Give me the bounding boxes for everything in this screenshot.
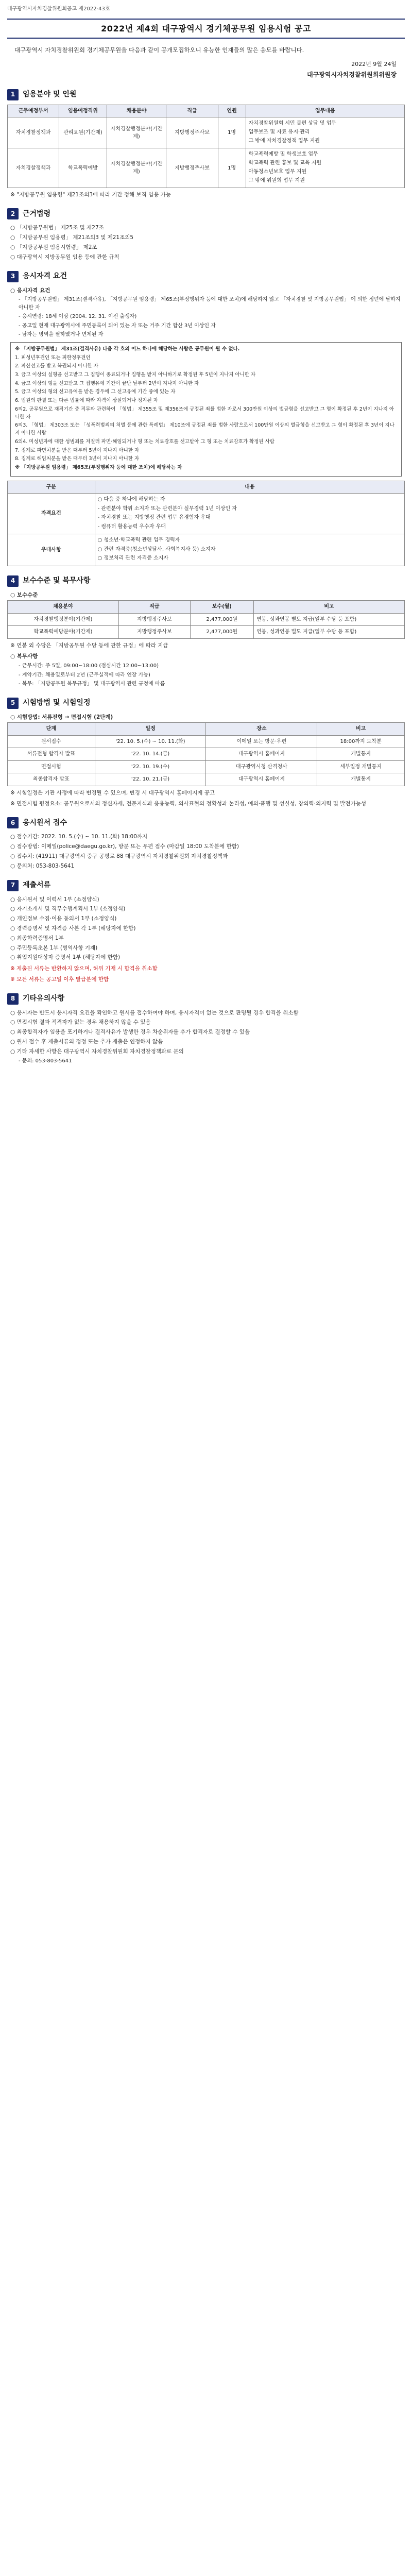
document-item: ○ 경력증명서 및 자격증 사본 각 1부 (해당자에 한함) <box>10 925 136 931</box>
table-header: 근무예정부서 <box>8 105 59 117</box>
document-item: ○ 최종학력증명서 1부 <box>10 935 64 941</box>
date-cell: '22. 10. 21.(금) <box>95 773 206 786</box>
place-cell: 이메일 또는 방문·우편 <box>206 735 317 748</box>
schedule-table <box>7 722 405 786</box>
date-cell: '22. 10. 14.(금) <box>95 748 206 761</box>
field-cell: 자치경찰행정분야(기간제) <box>107 117 166 148</box>
contact-line: - 문의: 053-803-5641 <box>19 1058 72 1064</box>
box-line: 6의2. 공무원으로 재직기간 중 직무와 관련하여 「형법」 제355조 및 제356조에 규정된 죄를 범한 자로서 300만원 이상의 벌금형을 선고받고 그 형이 확정된 후 2년이 지나지 아니한 자 <box>15 406 394 420</box>
table-row <box>8 760 405 773</box>
table-header: 비고 <box>254 601 405 614</box>
box-line: 3. 금고 이상의 실형을 선고받고 그 집행이 종료되거나 집행을 받지 아니하기로 확정된 후 5년이 지나지 아니한 자 <box>15 372 256 378</box>
table-row <box>8 748 405 761</box>
step-cell: 최종합격자 발표 <box>8 773 95 786</box>
duty-line: - 근무시간: 주 5일, 09:00~18:00 (점심시간 12:00~13:00) <box>19 663 159 669</box>
table-header-row <box>8 601 405 614</box>
disqualification-box <box>10 342 402 477</box>
date-cell: '22. 10. 5.(수) ~ 10. 11.(화) <box>95 735 206 748</box>
section-title: 보수수준 및 복무사항 <box>23 576 91 585</box>
table-header-row <box>8 723 405 736</box>
place-cell: 대구광역시청 산격청사 <box>206 760 317 773</box>
section-3-header <box>7 271 405 282</box>
application-item: ○ 접수방법: 이메일(police@daegu.go.kr), 방문 또는 우편 접수 (마감일 18:00 도착분에 한함) <box>10 843 239 850</box>
table-header: 채용분야 <box>107 105 166 117</box>
qualification-table <box>7 481 405 566</box>
subsection-heading: ○ 응시자격 요건 <box>10 287 50 294</box>
section-number: 8 <box>7 993 19 1005</box>
row-key: 우대사항 <box>8 534 95 566</box>
section-1-header <box>7 89 405 100</box>
duties-cell <box>246 148 404 188</box>
duty-item: 그 밖에 자치경찰정책 업무 지원 <box>248 138 320 144</box>
law-item: ○ 「지방공무원 임용시험령」 제2조 <box>10 244 97 250</box>
box-line: 4. 금고 이상의 형을 선고받고 그 집행유예 기간이 끝난 날부터 2년이 지나지 아니한 자 <box>15 380 199 386</box>
title-bar <box>7 19 405 39</box>
table-row <box>8 613 405 626</box>
duty-item: 업무보조 및 자료 유지·관리 <box>248 129 310 135</box>
section-title: 임용분야 및 인원 <box>23 90 77 98</box>
section-title: 근거법령 <box>23 209 51 218</box>
position-cell: 학교폭력예방 <box>59 148 107 188</box>
row-value <box>95 534 404 566</box>
table-header: 비고 <box>317 723 405 736</box>
remark-cell: 개별통지 <box>317 748 405 761</box>
page-title: 2022년 제4회 대구광역시 경기체공무원 임용시험 공고 <box>101 23 311 33</box>
section-title: 응시원서 접수 <box>23 818 67 827</box>
document-item: ○ 개인정보 수집·이용 동의서 1부 (소정양식) <box>10 916 117 922</box>
section-note: ※ 제출된 서류는 반환하지 않으며, 허위 기재 시 합격을 취소함 <box>10 965 158 972</box>
row-key: 자격요건 <box>8 494 95 534</box>
table-row <box>8 148 405 188</box>
application-item: ○ 접수기간: 2022. 10. 5.(수) ~ 10. 11.(화) 18:00까지 <box>10 834 148 840</box>
notice-item: ○ 기타 자세한 사항은 대구광역시 자치경찰위원회 자치경찰정책과로 문의 <box>10 1048 184 1055</box>
field-cell: 학교폭력예방분야(기간제) <box>8 626 119 639</box>
document-item: ○ 자기소개서 및 직무수행계획서 1부 (소정양식) <box>10 906 126 912</box>
step-cell: 서류전형 합격자 발표 <box>8 748 95 761</box>
box-line: ※ 「지방공무원 임용령」 제65조(부정행위자 등에 대한 조치)에 해당하는 자 <box>15 464 182 470</box>
box-line: 6의3. 「형법」 제303조 또는 「성폭력범죄의 처벌 등에 관한 특례법」 제10조에 규정된 죄를 범한 사람으로서 100만원 이상의 벌금형을 선고받고 그 형이 확정된 후 3년이 지나지 아니한 사람 <box>15 422 394 436</box>
step-cell: 면접시험 <box>8 760 95 773</box>
table-header: 일정 <box>95 723 206 736</box>
box-line: 6의4. 미성년자에 대한 성범죄를 저질러 파면·해임되거나 형 또는 치료감호를 선고받아 그 형 또는 치료감호가 확정된 사람 <box>15 438 274 445</box>
box-line: 6. 법원의 판결 또는 다른 법률에 따라 자격이 상실되거나 정지된 자 <box>15 398 158 404</box>
announcement-date: 2022년 9월 24일 <box>351 60 397 67</box>
duty-item: 학교폭력예방 및 학생보호 업무 <box>248 151 318 158</box>
section-note: ※ 모든 서류는 공고일 이후 발급분에 한함 <box>10 976 109 983</box>
dept-cell: 자치경찰정책과 <box>8 148 59 188</box>
section-2-header <box>7 208 405 219</box>
grade-cell: 지방행정주사보 <box>118 613 190 626</box>
section-title: 시험방법 및 시험일정 <box>23 698 91 707</box>
table-row <box>8 735 405 748</box>
application-item: ○ 문의처: 053-803-5641 <box>10 862 75 869</box>
section-5-header <box>7 698 405 709</box>
document-item: ○ 취업지원대상자 증명서 1부 (해당자에 한함) <box>10 954 121 961</box>
remark-cell: 개별통지 <box>317 773 405 786</box>
notice-item: ○ 원서 접수 후 제출서류의 정정 또는 추가 제출은 인정하지 않음 <box>10 1039 163 1045</box>
row-value <box>95 494 404 534</box>
section-note: ※ 면접시험 평정요소: 공무원으로서의 정신자세, 전문지식과 응용능력, 의사표현의 정확성과 논리성, 예의·품행 및 성실성, 창의력·의지력 및 발전가능성 <box>10 801 367 807</box>
remark-cell: 18:00까지 도착분 <box>317 735 405 748</box>
date-cell: '22. 10. 19.(수) <box>95 760 206 773</box>
table-header: 업무내용 <box>246 105 404 117</box>
duty-item: 그 밖에 위원회 업무 지원 <box>248 178 305 184</box>
section-number: 4 <box>7 575 19 587</box>
section-number: 2 <box>7 208 19 219</box>
duty-line: - 복무: 「지방공무원 복무규정」 및 대구광역시 관련 규정에 따름 <box>19 681 165 687</box>
count-cell: 1명 <box>218 148 246 188</box>
requirement-item: - 응시연령: 18세 이상 (2004. 12. 31. 이전 출생자) <box>19 314 137 320</box>
table-row <box>8 534 405 566</box>
box-line: 2. 파산선고를 받고 복권되지 아니한 자 <box>15 363 98 369</box>
table-header: 인원 <box>218 105 246 117</box>
section-4-header <box>7 575 405 587</box>
duty-item: 아동청소년보호 업무 지원 <box>248 169 307 175</box>
signoff <box>7 60 397 80</box>
duty-item: 학교폭력 관련 홍보 및 교육 지원 <box>248 160 322 166</box>
dept-cell: 자치경찰정책과 <box>8 117 59 148</box>
box-line: ※ 「지방공무원법」 제31조(결격사유) 다음 각 호의 어느 하나에 해당하는 사람은 공무원이 될 수 없다. <box>15 346 240 352</box>
grade-cell: 지방행정주사보 <box>166 117 218 148</box>
value-line: ○ 청소년·학교폭력 관련 업무 경력자 <box>97 537 180 544</box>
note-cell: 연봉, 성과연봉 별도 지급(일부 수당 등 포함) <box>254 613 405 626</box>
table-header-row <box>8 481 405 494</box>
section-title: 제출서류 <box>23 880 51 889</box>
pay-cell: 2,477,000원 <box>190 626 253 639</box>
subsection-heading: ○ 보수수준 <box>10 591 38 598</box>
section-note: ※ "지방공무원 임용령" 제21조의3에 따라 기간 정해 보직 임용 가능 <box>10 192 171 198</box>
section-7-header <box>7 880 405 891</box>
step-cell: 원서접수 <box>8 735 95 748</box>
issuing-organization: 대구광역시자치경찰위원회위원장 <box>307 71 397 79</box>
table-row <box>8 117 405 148</box>
law-item: ○ 「지방공무원법」 제25조 및 제27조 <box>10 225 104 231</box>
duties-cell <box>246 117 404 148</box>
value-line: - 자치경찰 또는 지방행정 관련 업무 유경험자 우대 <box>97 515 211 521</box>
table-header: 보수(월) <box>190 601 253 614</box>
box-line: 8. 징계로 해임처분을 받은 때부터 3년이 지나지 아니한 자 <box>15 456 140 462</box>
announcement-page <box>0 0 412 1081</box>
section-title: 기타유의사항 <box>23 994 65 1003</box>
box-line: 7. 징계로 파면처분을 받은 때부터 5년이 지나지 아니한 자 <box>15 447 140 453</box>
notice-item: ○ 최종합격자가 임용을 포기하거나 결격사유가 발생한 경우 차순위자를 추가 합격자로 결정할 수 있음 <box>10 1029 250 1036</box>
law-item: ○ 대구광역시 지방공무원 임용 등에 관한 규칙 <box>10 253 119 260</box>
law-item: ○ 「지방공무원 임용령」 제21조의3 및 제21조의5 <box>10 234 134 241</box>
requirement-item: - 「지방공무원법」 제31조(결격사유), 「지방공무원 임용령」 제65조(부정행위자 등에 대한 조치)에 해당하지 않고 「자치경찰 및 지방공무원법」 에 의한 정년에 달하지 아니한 자 <box>19 297 401 311</box>
document-item: ○ 주민등록초본 1부 (병역사항 기재) <box>10 944 98 951</box>
application-item: ○ 접수처: (41911) 대구광역시 중구 공평로 88 대구광역시 자치경찰위원회 자치경찰정책과 <box>10 853 228 859</box>
value-line: - 컴퓨터 활용능력 우수자 우대 <box>97 523 166 530</box>
box-line: 1. 피성년후견인 또는 피한정후견인 <box>15 354 91 361</box>
pay-cell: 2,477,000원 <box>190 613 253 626</box>
subsection-heading: ○ 복무사항 <box>10 653 38 660</box>
place-cell: 대구광역시 홈페이지 <box>206 748 317 761</box>
table-header: 내용 <box>95 481 404 494</box>
duty-item: 자치경찰위원회 시민 불편 상담 및 업무 <box>248 121 337 127</box>
section-number: 5 <box>7 698 19 709</box>
table-header: 직급 <box>118 601 190 614</box>
section-number: 6 <box>7 817 19 828</box>
section-note: ※ 시험일정은 기관 사정에 따라 변경될 수 있으며, 변경 시 대구광역시 홈페이지에 공고 <box>10 789 215 796</box>
section-note: ※ 연봉 외 수당은 「지방공무원 수당 등에 관한 규정」에 따라 지급 <box>10 642 168 649</box>
field-cell: 자치경찰행정분야(기간제) <box>107 148 166 188</box>
field-cell: 자치경찰행정분야(기간제) <box>8 613 119 626</box>
value-line: ○ 다음 중 하나에 해당하는 자 <box>97 497 165 503</box>
value-line: ○ 관련 자격증(청소년상담사, 사회복지사 등) 소지자 <box>97 546 216 552</box>
box-line: 5. 금고 이상의 형의 선고유예를 받은 경우에 그 선고유예 기간 중에 있는 자 <box>15 389 176 395</box>
table-header: 단계 <box>8 723 95 736</box>
section-6-header <box>7 817 405 828</box>
table-header: 임용예정직위 <box>59 105 107 117</box>
place-cell: 대구광역시 홈페이지 <box>206 773 317 786</box>
table-header: 채용분야 <box>8 601 119 614</box>
duty-line: - 계약기간: 채용일로부터 2년 (근무실적에 따라 연장 가능) <box>19 672 150 678</box>
grade-cell: 지방행정주사보 <box>118 626 190 639</box>
requirement-item: - 남자는 병역을 필하였거나 면제된 자 <box>19 332 104 338</box>
intro-paragraph: 대구광역시 자치경찰위원회 경기체공무원을 다음과 같이 공개모집하오니 유능한 인재들의 많은 응모를 바랍니다. <box>14 46 304 54</box>
position-cell: 관리요원(기간제) <box>59 117 107 148</box>
section-number: 1 <box>7 89 19 100</box>
notice-item: ○ 응시자는 반드시 응시자격 요건을 확인하고 원서를 접수하여야 하며, 응시자격이 없는 것으로 판명될 경우 합격을 취소함 <box>10 1009 299 1016</box>
subsection-heading: ○ 시험방법: 서류전형 → 면접시험 (2단계) <box>10 714 113 720</box>
grade-cell: 지방행정주사보 <box>166 148 218 188</box>
recruitment-table <box>7 105 405 189</box>
pay-table <box>7 600 405 639</box>
table-header-row <box>8 105 405 117</box>
table-header: 장소 <box>206 723 317 736</box>
document-item: ○ 응시원서 및 이력서 1부 (소정양식) <box>10 896 99 903</box>
table-row <box>8 494 405 534</box>
section-title: 응시자격 요건 <box>23 272 67 280</box>
count-cell: 1명 <box>218 117 246 148</box>
section-number: 7 <box>7 880 19 891</box>
announcement-number: 대구광역시자치경찰위원회공고 제2022-43호 <box>7 6 110 12</box>
value-line: ○ 정보처리 관련 자격증 소지자 <box>97 555 168 562</box>
remark-cell: 세부일정 개별통지 <box>317 760 405 773</box>
requirement-item: - 공고일 현재 대구광역시에 주민등록이 되어 있는 자 또는 거주 기간 합산 3년 이상인 자 <box>19 323 216 329</box>
table-header: 직급 <box>166 105 218 117</box>
note-cell: 연봉, 성과연봉 별도 지급(일부 수당 등 포함) <box>254 626 405 639</box>
notice-item: ○ 면접시험 결과 적격자가 없는 경우 채용하지 않을 수 있음 <box>10 1019 151 1026</box>
table-row <box>8 626 405 639</box>
table-header: 구분 <box>8 481 95 494</box>
section-number: 3 <box>7 271 19 282</box>
value-line: - 관련분야 학위 소지자 또는 관련분야 실무경력 1년 이상인 자 <box>97 505 237 512</box>
table-row <box>8 773 405 786</box>
section-8-header <box>7 993 405 1005</box>
